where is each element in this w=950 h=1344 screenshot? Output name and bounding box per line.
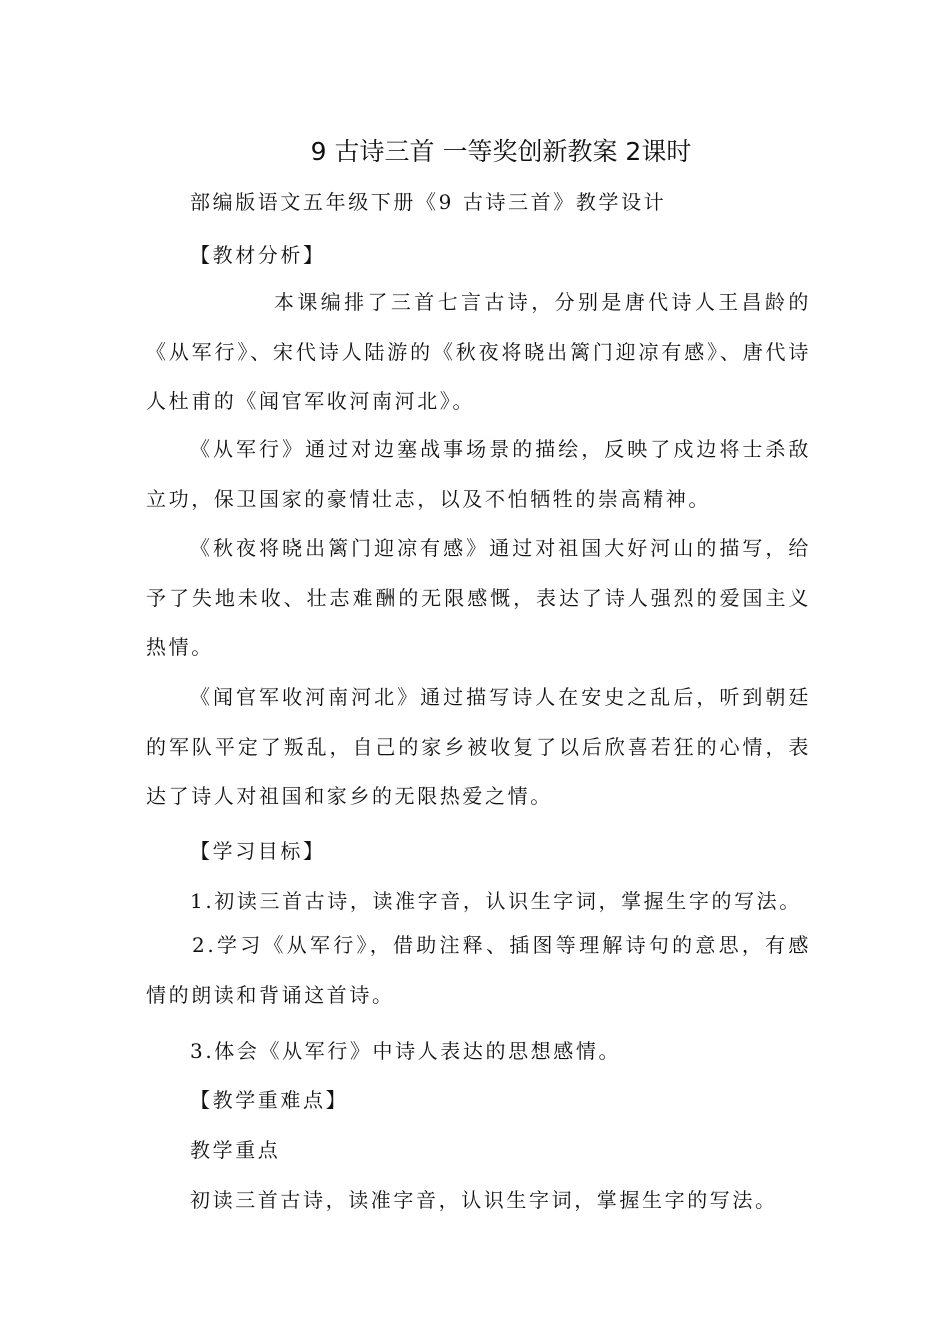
- document-subtitle: 部编版语文五年级下册《9 古诗三首》教学设计: [190, 190, 667, 214]
- analysis-paragraph-1: 本课编排了三首七言古诗，分别是唐代诗人王昌龄的《从军行》、宋代诗人陆游的《秋夜将晓出篱门迎凉有感》、唐代诗人杜甫的《闻官军收河南河北》。: [146, 290, 811, 413]
- goal-item-2: 2.学习《从军行》，借助注释、插图等理解诗句的意思，有感情的朗读和背诵这首诗。: [146, 933, 811, 1007]
- section-heading-key-points: 【教学重难点】: [190, 1088, 349, 1112]
- section-heading-analysis: 【教材分析】: [190, 243, 326, 267]
- document-title: 9 古诗三首 一等奖创新教案 2课时: [310, 137, 692, 166]
- section-heading-goals: 【学习目标】: [190, 839, 326, 863]
- key-points-text: 初读三首古诗，读准字音，认识生字词，掌握生字的写法。: [190, 1188, 778, 1212]
- analysis-paragraph-3: 《秋夜将晓出篱门迎凉有感》通过对祖国大好河山的描写，给予了失地未收、壮志难酬的无限感慨，表达了诗人强烈的爱国主义热情。: [146, 536, 811, 659]
- key-points-heading: 教学重点: [190, 1138, 281, 1162]
- goal-item-3: 3.体会《从军行》中诗人表达的思想感情。: [190, 1039, 622, 1063]
- analysis-paragraph-2: 《从军行》通过对边塞战事场景的描绘，反映了戍边将士杀敌立功，保卫国家的豪情壮志，以及不怕牺牲的崇高精神。: [146, 437, 811, 511]
- analysis-paragraph-4: 《闻官军收河南河北》通过描写诗人在安史之乱后，听到朝廷的军队平定了叛乱，自己的家乡被收复了以后欣喜若狂的心情，表达了诗人对祖国和家乡的无限热爱之情。: [146, 685, 811, 808]
- goal-item-1: 1.初读三首古诗，读准字音，认识生字词，掌握生字的写法。: [190, 889, 802, 913]
